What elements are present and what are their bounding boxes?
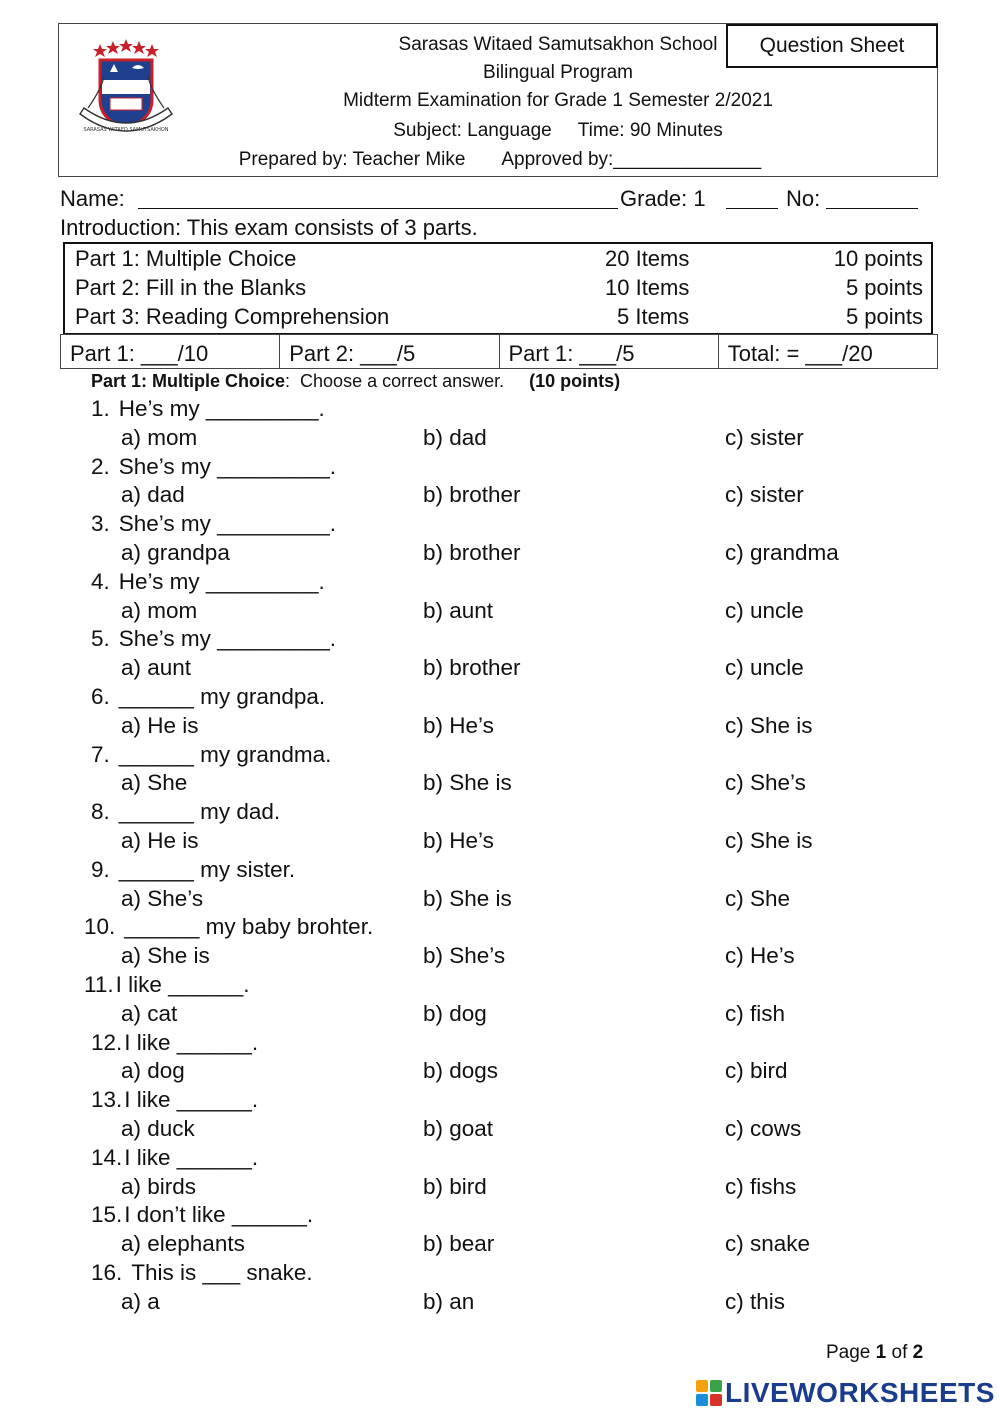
answer-option-a[interactable]: a) cat: [121, 1000, 178, 1026]
answer-option-b[interactable]: b) She’s: [423, 943, 506, 969]
part-name: Part 2: Fill in the Blanks: [75, 275, 307, 300]
instruction-title: Part 1: Multiple Choice: [91, 371, 286, 391]
answer-option-b[interactable]: b) an: [423, 1288, 475, 1314]
answer-option-c[interactable]: c) She is: [725, 712, 813, 738]
subject-time: Subject: Language Time: 90 Minutes: [393, 120, 723, 141]
program-name: Bilingual Program: [483, 62, 633, 83]
part-items: 10 Items: [605, 275, 690, 300]
introduction: Introduction: This exam consists of 3 parts.: [60, 215, 478, 240]
prepared-approved: Prepared by: Teacher Mike Approved by:______________: [238, 149, 762, 170]
answer-option-a[interactable]: a) a: [121, 1288, 160, 1314]
question-number: 14.: [91, 1144, 123, 1170]
answer-option-c[interactable]: c) grandma: [725, 540, 839, 565]
question-sheet-label: Question Sheet: [726, 24, 938, 68]
grade-label: Grade: 1: [620, 186, 706, 211]
question-stem: [91, 1260, 313, 1286]
score-part3: Part 1: ___/5: [500, 335, 719, 368]
exam-title: Midterm Examination for Grade 1 Semester 2/2021: [343, 90, 773, 111]
answer-option-c[interactable]: c) this: [725, 1288, 786, 1314]
question-text: He’s my _________.: [118, 568, 325, 594]
question-number: 11.: [84, 972, 114, 997]
answer-option-b[interactable]: b) She is: [423, 885, 512, 911]
question-text: I don’t like ______.: [124, 1202, 314, 1228]
parts-row: [75, 246, 923, 275]
answer-option-a[interactable]: a) birds: [121, 1173, 197, 1199]
answer-option-c[interactable]: c) uncle: [725, 597, 804, 623]
part-points: 10 points: [833, 246, 923, 271]
question-stem: [91, 396, 325, 422]
question-number: 5.: [91, 626, 110, 652]
question-stem: [91, 454, 336, 480]
instruction-text: : Choose a correct answer.: [285, 371, 505, 391]
answer-option-a[interactable]: a) mom: [121, 424, 198, 450]
answer-option-c[interactable]: c) She’s: [725, 770, 806, 796]
answer-option-b[interactable]: b) dog: [423, 1000, 487, 1026]
answer-option-b[interactable]: b) brother: [423, 540, 521, 565]
name-line[interactable]: [138, 208, 618, 209]
answer-option-c[interactable]: c) She is: [725, 828, 813, 853]
answer-option-b[interactable]: b) dad: [423, 424, 487, 450]
answer-option-b[interactable]: b) She is: [423, 770, 512, 796]
score-table: [60, 334, 938, 369]
number-line[interactable]: [826, 208, 918, 209]
question-number: 2.: [91, 453, 110, 479]
question-text: I like ______.: [124, 1087, 259, 1113]
question-stem: [91, 684, 325, 710]
answer-option-c[interactable]: c) She: [725, 885, 791, 911]
answer-option-a[interactable]: a) She: [121, 770, 188, 796]
question-stem: [91, 1202, 313, 1228]
answer-option-b[interactable]: b) He’s: [423, 828, 494, 853]
question-text: She’s my _________.: [118, 626, 337, 652]
liveworksheets-brand: LIVEWORKSHEETS: [696, 1377, 995, 1409]
answer-option-c[interactable]: c) bird: [725, 1058, 788, 1084]
question-number: 15.: [91, 1202, 123, 1228]
number-label: No:: [786, 186, 821, 211]
instruction-points: (10 points): [529, 371, 621, 391]
question-number: 6.: [91, 684, 110, 709]
score-total: Total: = ___/20: [727, 341, 873, 366]
answer-option-a[interactable]: a) duck: [121, 1116, 195, 1141]
svg-text:SARASAS WITAED SAMUTSAKHON: SARASAS WITAED SAMUTSAKHON: [83, 127, 169, 133]
question-stem: [91, 857, 295, 883]
score-part1: Part 1: ___/10: [61, 335, 280, 368]
question-stem: [91, 1145, 258, 1171]
question-number: 3.: [91, 511, 110, 537]
question-number: 7.: [91, 741, 110, 767]
question-number: 1.: [91, 396, 110, 421]
answer-option-b[interactable]: b) brother: [423, 482, 521, 508]
answer-option-c[interactable]: c) He’s: [725, 943, 795, 969]
answer-option-c[interactable]: c) snake: [725, 1231, 811, 1257]
question-text: This is ___ snake.: [131, 1260, 313, 1285]
question-stem: [91, 1087, 258, 1113]
answer-option-a[interactable]: a) dog: [121, 1058, 185, 1084]
answer-option-b[interactable]: b) bear: [423, 1231, 495, 1257]
answer-option-b[interactable]: b) aunt: [423, 597, 494, 623]
answer-option-a[interactable]: a) mom: [121, 597, 198, 623]
answer-option-a[interactable]: a) He is: [121, 828, 199, 853]
question-text: ______ my baby brohter.: [124, 914, 374, 940]
part-name: Part 3: Reading Comprehension: [75, 304, 390, 329]
question-stem: [91, 626, 336, 652]
answer-option-c[interactable]: c) sister: [725, 482, 804, 508]
parts-table: [63, 242, 933, 335]
answer-option-a[interactable]: a) elephants: [121, 1231, 245, 1257]
answer-option-c[interactable]: c) cows: [725, 1116, 802, 1141]
answer-option-a[interactable]: a) She’s: [121, 885, 204, 911]
question-number: 8.: [91, 799, 110, 825]
answer-option-a[interactable]: a) grandpa: [121, 540, 230, 565]
question-number: 4.: [91, 568, 110, 594]
question-stem: [91, 742, 331, 768]
question-stem: [91, 511, 336, 537]
name-label: Name:: [60, 186, 125, 211]
question-text: ______ my grandma.: [118, 741, 332, 767]
question-stem: [91, 1030, 258, 1056]
question-stem: [84, 914, 373, 940]
grade-line: [726, 208, 778, 209]
answer-option-b[interactable]: b) goat: [423, 1116, 494, 1141]
question-number: 12.: [91, 1029, 123, 1055]
parts-row: [75, 275, 923, 304]
parts-row: [75, 304, 923, 333]
question-text: ______ my sister.: [118, 856, 296, 882]
answer-option-c[interactable]: c) fish: [725, 1000, 786, 1026]
part-points: 5 points: [845, 304, 923, 329]
part-points: 5 points: [845, 275, 923, 300]
part-name: Part 1: Multiple Choice: [75, 246, 297, 271]
question-number: 16.: [91, 1260, 123, 1285]
answer-option-b[interactable]: b) dogs: [423, 1058, 499, 1084]
answer-option-c[interactable]: c) fishs: [725, 1173, 797, 1199]
question-text: I like ______.: [115, 972, 250, 997]
question-number: 9.: [91, 856, 110, 882]
answer-option-c[interactable]: c) sister: [725, 424, 804, 450]
question-text: She’s my _________.: [118, 511, 337, 537]
answer-option-b[interactable]: b) brother: [423, 655, 521, 681]
answer-option-b[interactable]: b) bird: [423, 1173, 487, 1199]
question-stem: [84, 972, 249, 998]
answer-option-a[interactable]: a) dad: [121, 482, 185, 508]
question-text: ______ my grandpa.: [118, 684, 326, 709]
question-stem: [91, 799, 280, 825]
answer-option-a[interactable]: a) He is: [121, 712, 199, 738]
question-number: 13.: [91, 1087, 123, 1113]
part-items: 20 Items: [605, 246, 690, 271]
part-items: 5 Items: [617, 304, 690, 329]
answer-option-b[interactable]: b) He’s: [423, 712, 494, 738]
question-text: He’s my _________.: [118, 396, 325, 421]
question-text: I like ______.: [124, 1144, 259, 1170]
answer-option-c[interactable]: c) uncle: [725, 655, 804, 681]
question-text: She’s my _________.: [118, 453, 337, 479]
liveworksheets-logo-icon: [696, 1380, 722, 1406]
question-text: I like ______.: [124, 1029, 259, 1055]
question-number: 10.: [84, 914, 116, 940]
question-stem: [91, 569, 325, 595]
question-text: ______ my dad.: [118, 799, 281, 825]
score-part2: Part 2: ___/5: [280, 335, 499, 368]
answer-option-a[interactable]: a) aunt: [121, 655, 192, 681]
school-name: Sarasas Witaed Samutsakhon School: [398, 34, 718, 55]
part1-instruction: [91, 371, 620, 392]
answer-option-a[interactable]: a) She is: [121, 943, 210, 969]
page-number: Page 1 of 2: [826, 1342, 924, 1363]
